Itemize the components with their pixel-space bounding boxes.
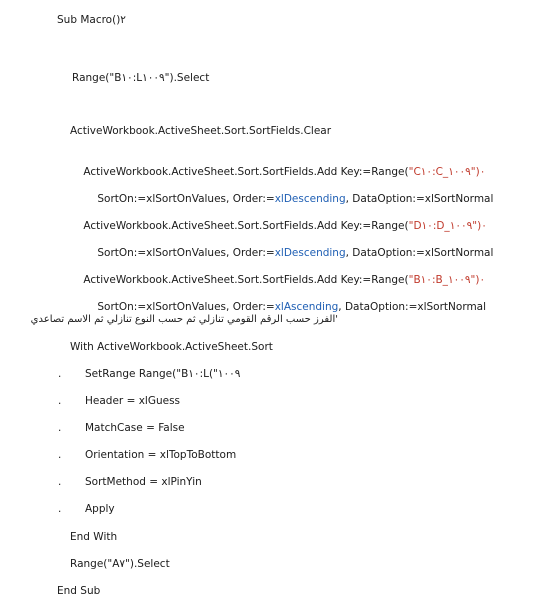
setrange-line: SetRange Range("B١٠:L("١٠٠٩: [85, 368, 241, 380]
bullet-dot: .: [58, 449, 62, 461]
dataoption-suffix: , DataOption:=xlSortNormal: [345, 247, 494, 259]
order-descending-keyword: xlDescending: [274, 247, 346, 259]
sorton-prefix: SortOn:=xlSortOnValues, Order:=: [97, 193, 275, 205]
add-key-prefix: ActiveWorkbook.ActiveSheet.Sort.SortFields.Add Key:=Range(: [83, 220, 409, 232]
bullet-dot: .: [58, 476, 62, 488]
header-line: Header = xlGuess: [85, 395, 181, 407]
matchcase-line: MatchCase = False: [85, 422, 185, 434]
add-key-prefix: ActiveWorkbook.ActiveSheet.Sort.SortFields.Add Key:=Range(: [83, 274, 409, 286]
dataoption-suffix: , DataOption:=xlSortNormal: [345, 193, 494, 205]
range-c-ref: "C١٠:C_٠("١٠٠٩: [408, 166, 486, 178]
sorton-prefix: SortOn:=xlSortOnValues, Order:=: [97, 247, 275, 259]
apply-line: Apply: [85, 503, 115, 515]
dataoption-suffix: , DataOption:=xlSortNormal: [338, 301, 487, 313]
order-ascending-keyword: xlAscending: [274, 301, 339, 313]
range-select-line: Range("B١٠:L١٠٠٩").Select: [72, 72, 210, 84]
bullet-dot: .: [58, 422, 62, 434]
orientation-line: Orientation = xlTopToBottom: [85, 449, 237, 461]
end-sub-line: End Sub: [57, 585, 101, 597]
sortmethod-line: SortMethod = xlPinYin: [85, 476, 202, 488]
range-a7-line: Range("A٧").Select: [70, 558, 170, 570]
end-with-line: End With: [70, 531, 118, 543]
range-b-ref: "B١٠:B_٠("١٠٠٩: [408, 274, 486, 286]
with-sort-line: With ActiveWorkbook.ActiveSheet.Sort: [70, 341, 273, 353]
bullet-dot: .: [58, 395, 62, 407]
range-d-ref: "D١٠:D_٠("١٠٠٩: [408, 220, 487, 232]
arabic-comment-line: 'الفرز حسب الرقم القومي تنازلي ثم حسب النوع تنازلي ثم الاسم تصاعدي: [30, 314, 338, 325]
order-descending-keyword: xlDescending: [274, 193, 346, 205]
sub-header-line: Sub Macro()٢: [57, 14, 126, 26]
add-key-prefix: ActiveWorkbook.ActiveSheet.Sort.SortFields.Add Key:=Range(: [83, 166, 409, 178]
sortfields-clear-line: ActiveWorkbook.ActiveSheet.Sort.SortFields.Clear: [70, 125, 332, 137]
bullet-dot: .: [58, 368, 62, 380]
bullet-dot: .: [58, 503, 62, 515]
sorton-prefix: SortOn:=xlSortOnValues, Order:=: [97, 301, 275, 313]
